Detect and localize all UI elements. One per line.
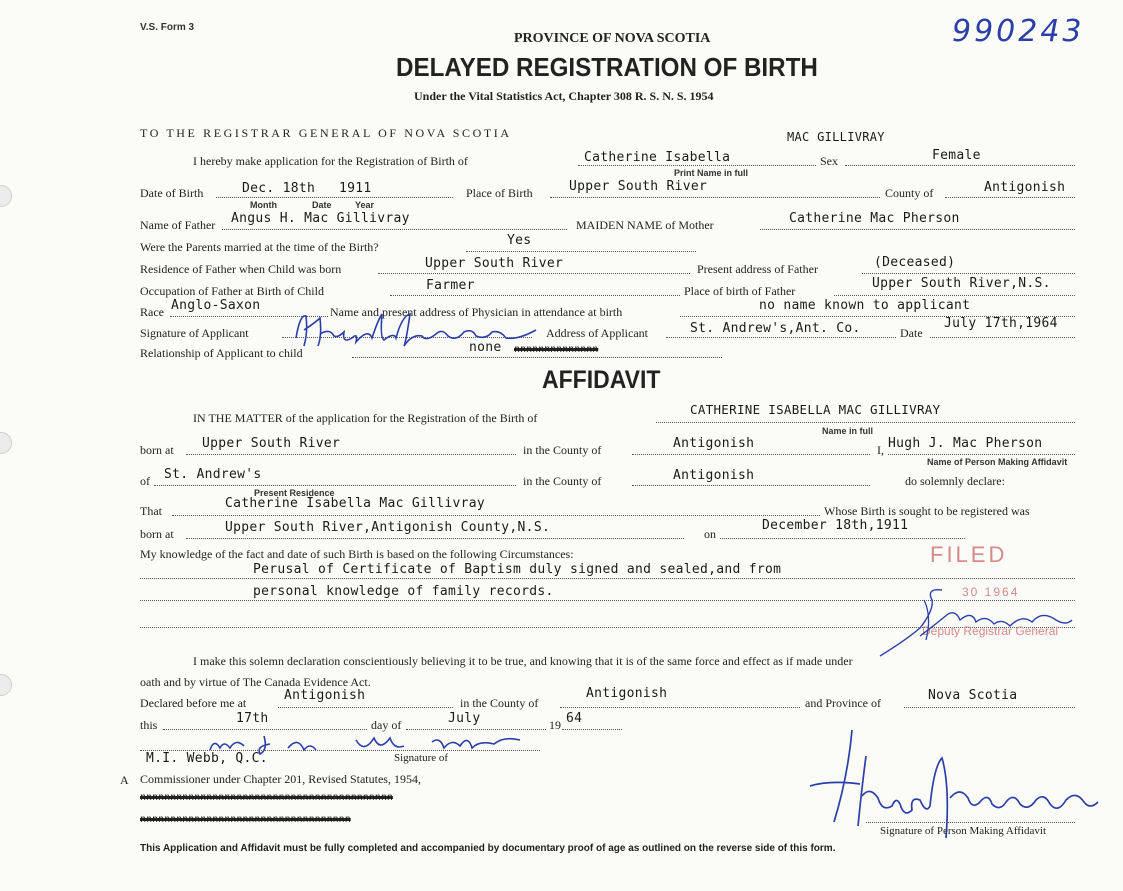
county: Antigonish [984,180,1066,195]
line-father-pob [834,295,1075,296]
label-occupation: Occupation of Father at Birth of Child [140,284,324,298]
label-print-name: Print Name in full [674,168,749,178]
declared-at: Antigonish [284,688,366,703]
address-applicant: St. Andrew's,Ant. Co. [690,321,861,336]
circumstances-line-1: Perusal of Certificate of Baptism duly signed and sealed,and from [253,562,782,577]
born-at: Upper South River [202,436,341,451]
punch-hole-middle [0,432,12,454]
line-sex [845,165,1075,166]
mother: Catherine Mac Pherson [789,211,960,226]
line-relationship [352,357,722,358]
label-sex: Sex [820,154,838,168]
line-name [578,165,816,166]
line-on [720,538,965,539]
page-title: DELAYED REGISTRATION OF BIRTH [396,52,818,82]
day: 17th [236,711,269,726]
dob-year: 1911 [339,181,372,196]
born-at-2: Upper South River,Antigonish County,N.S. [225,520,551,535]
line-present-address [862,273,1075,274]
label-signature-affiant: Signature of Person Making Affidavit [880,825,1046,837]
sex: Female [932,148,981,163]
surname: MAC GILLIVRAY [787,130,885,144]
label-of: of [140,474,150,488]
line-year [562,729,622,730]
pob: Upper South River [569,179,708,194]
filed-stamp: FILED [930,542,1008,567]
label-name-in-full: Name in full [822,426,874,436]
label-apply: I hereby make application for the Registration of Birth of [193,154,468,168]
label-residence: Residence of Father when Child was born [140,262,342,276]
that-name: Catherine Isabella Mac Gillivray [225,496,486,511]
label-province: and Province of [805,696,881,710]
deputy-registrar-signature [876,580,1076,660]
dob-month-day: Dec. 18th [242,181,316,196]
line-born-at [186,454,516,455]
commissioner: M.I. Webb, Q.C. [146,751,268,766]
married: Yes [507,233,532,248]
solemn-declaration-1: I make this solemn declaration conscientiously believing it to be true, and knowing that it is of the same force and effect as if made under [193,654,853,668]
line-pob [550,197,880,198]
label-this: this [140,718,158,732]
solemn-declaration-2: oath and by virtue of The Canada Evidence Act. [140,675,371,689]
month: July [448,711,481,726]
line-mother [760,229,1075,230]
applicant-signature [286,308,546,350]
label-declare: do solemnly declare: [905,474,1005,488]
line-born-at-2 [186,538,684,539]
line-in-county [632,454,870,455]
label-19: 19 [549,718,561,732]
label-i: I, [877,443,884,457]
label-month: Month [250,200,277,210]
label-married: Were the Parents married at the time of the Birth? [140,240,379,254]
struck-line-2: nnnnnnnnnnnnnnnnnnnnnnnnnnnnnnnnnnn [140,814,351,825]
label-present-address: Present address of Father [697,262,818,276]
province: Nova Scotia [928,688,1018,703]
label-county: County of [885,186,934,200]
father-pob: Upper South River,N.S. [872,276,1051,291]
line-dob [216,197,453,198]
affidavit-title: AFFIDAVIT [542,366,661,394]
present-address: (Deceased) [874,255,956,270]
province-heading: PROVINCE OF NOVA SCOTIA [514,31,711,46]
label-born-at: born at [140,443,174,457]
line-county [945,197,1075,198]
line-declared-county [560,707,800,708]
line-residence [378,273,690,274]
race: Anglo-Saxon [171,298,261,313]
line-affiant-signature [866,822,1075,823]
label-mother: MAIDEN NAME of Mother [576,218,714,232]
label-day-of: day of [371,718,402,732]
punch-hole-top [0,185,12,207]
line-circumstances-1 [140,578,1075,579]
label-matter: IN THE MATTER of the application for the Registration of the Birth of [193,411,538,425]
physician: no name known to applicant [759,298,971,313]
line-that [172,515,820,516]
line-of [154,485,516,486]
label-that: That [140,504,162,518]
label-relationship: Relationship of Applicant to child [140,346,303,360]
label-father: Name of Father [140,218,216,232]
line-father [222,229,567,230]
born-on: December 18th,1911 [762,518,909,533]
label-in-county: in the County of [523,443,602,457]
label-declared-before: Declared before me at [140,696,247,710]
year: 64 [566,711,583,726]
county: Antigonish [673,436,755,451]
label-signature-applicant: Signature of Applicant [140,326,249,340]
affidavit-name: CATHERINE ISABELLA MAC GILLIVRAY [690,402,941,417]
label-signature-of: Signature of [394,752,449,764]
line-date-applicant [930,337,1075,338]
father: Angus H. Mac Gillivray [231,211,410,226]
line-province [904,707,1075,708]
filed-stamp-date: 30 1964 [962,585,1020,599]
label-affiant-name: Name of Person Making Affidavit [927,457,1068,467]
label-present-residence: Present Residence [254,488,335,498]
handwritten-number: 990243 [952,14,1085,49]
label-date-applicant: Date [900,326,923,340]
label-father-pob: Place of birth of Father [684,284,796,298]
line-occupation [390,295,680,296]
label-race: Race [140,305,164,319]
footer-note: This Application and Affidavit must be fully completed and accompanied by documentary proof of age as outlined on the reverse side of this form. [140,843,836,854]
label-a: A [120,773,129,787]
label-commissioner: Commissioner under Chapter 201, Revised Statutes, 1954, [140,772,421,786]
line-in-county-2 [632,485,870,486]
county-2: Antigonish [673,468,755,483]
punch-hole-bottom [0,674,12,696]
label-physician: Name and present address of Physician in attendance at birth [330,305,623,319]
occupation: Farmer [426,278,475,293]
child-name: Catherine Isabella [584,150,731,165]
label-pob: Place of Birth [466,186,533,200]
line-married [466,251,696,252]
label-born-at-2: born at [140,527,174,541]
relationship-struck: nnnnnnnnnnnnnn [514,344,599,355]
relationship: none [469,340,502,355]
label-year: Year [355,200,375,210]
label-on: on [704,527,716,541]
label-knowledge: My knowledge of the fact and date of such Birth is based on the following Circumstances: [140,547,574,561]
label-in-county-3: in the County of [460,696,539,710]
residence: Upper South River [425,256,564,271]
label-date: Date [312,200,332,210]
label-address-applicant: Address of Applicant [546,326,648,340]
line-address-applicant [666,337,896,338]
line-declared-at [278,707,453,708]
struck-line-1: nnnnnnnnnnnnnnnnnnnnnnnnnnnnnnnnnnnnnnnnnn [140,792,393,803]
line-affidavit-name [656,422,1075,423]
addressee: TO THE REGISTRAR GENERAL OF NOVA SCOTIA [140,126,512,140]
date-applicant: July 17th,1964 [944,316,1058,331]
line-affiant [888,454,1075,455]
form-id: V.S. Form 3 [140,22,195,33]
affiant: Hugh J. Mac Pherson [888,436,1043,451]
filed-stamp-role: Deputy Registrar General [922,624,1059,638]
label-whose-birth: Whose Birth is sought to be registered was [824,504,1030,518]
label-dob: Date of Birth [140,186,204,200]
circumstances-line-2: personal knowledge of family records. [253,584,554,599]
subtitle: Under the Vital Statistics Act, Chapter 308 R. S. N. S. 1954 [414,89,714,103]
declared-county: Antigonish [586,686,668,701]
label-in-county-2: in the County of [523,474,602,488]
of-place: St. Andrew's [164,467,262,482]
